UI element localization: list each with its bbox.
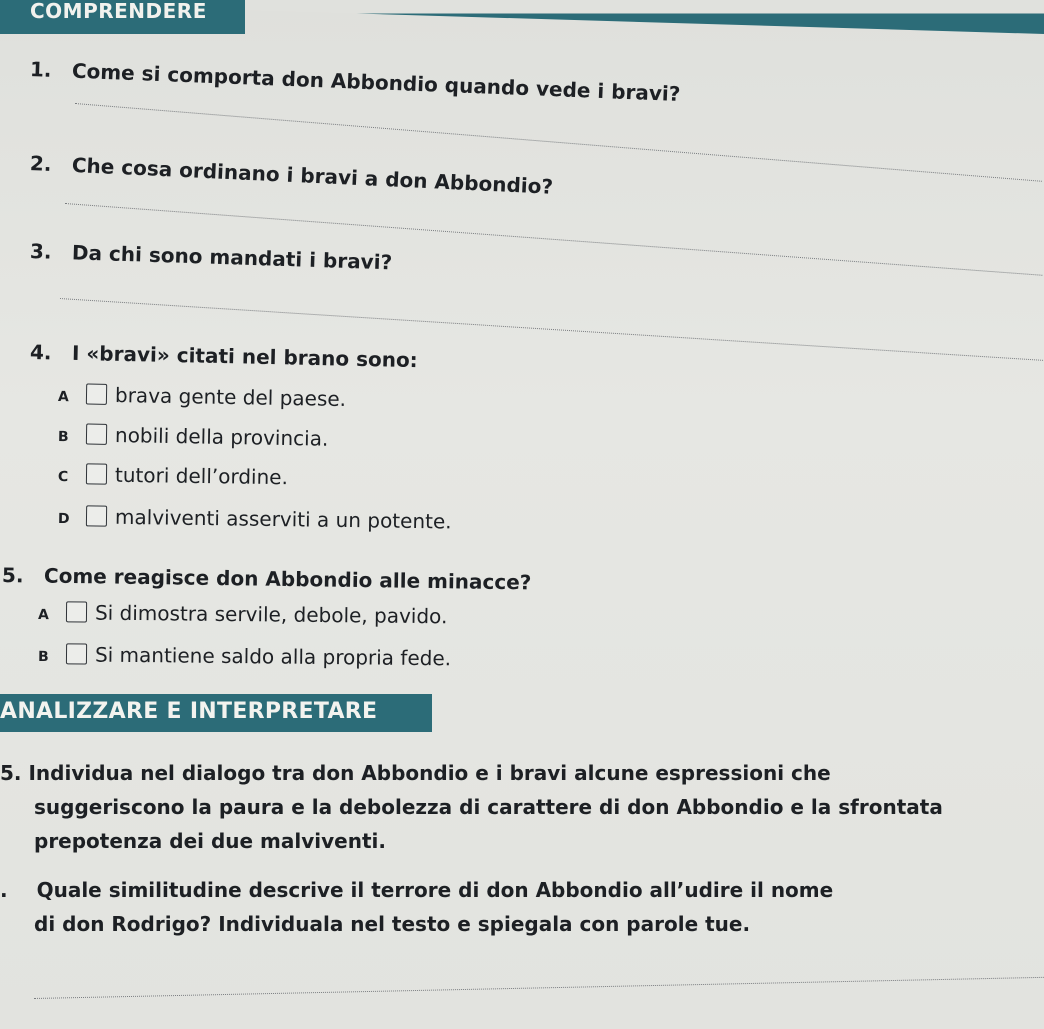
checkbox[interactable]: [86, 463, 107, 484]
option-letter: B: [37, 649, 49, 666]
option-text: nobili della provincia.: [114, 422, 329, 451]
question-line: [0, 907, 833, 941]
question-7: [0, 873, 833, 941]
option-letter: A: [57, 389, 69, 406]
question-line: [0, 756, 943, 790]
option-letter: D: [57, 511, 70, 528]
option-letter: A: [37, 607, 49, 624]
option-4c[interactable]: [58, 461, 288, 493]
option-4d[interactable]: [58, 503, 452, 537]
question-text: prepotenza dei due malviventi.: [34, 829, 386, 853]
option-letter: C: [57, 469, 69, 486]
question-line: [0, 790, 943, 824]
question-text: Come si comporta don Abbondio quando vede i bravi?: [71, 58, 681, 106]
question-text: suggeriscono la paura e la debolezza di carattere di don Abbondio e la sfrontata: [34, 795, 943, 819]
checkbox[interactable]: [86, 423, 107, 444]
question-5: [2, 562, 532, 595]
checkbox[interactable]: [86, 383, 107, 404]
question-4: [30, 339, 418, 373]
question-line: [0, 873, 833, 907]
question-text: Che cosa ordinano i bravi a don Abbondio?: [71, 152, 554, 199]
question-2: [29, 150, 553, 200]
question-number: 3.: [29, 239, 52, 264]
question-line: [0, 824, 943, 858]
option-4a[interactable]: [58, 381, 347, 415]
answer-line[interactable]: [34, 977, 1044, 999]
question-number: 2.: [29, 151, 53, 176]
section-header-band: [0, 0, 245, 34]
question-number: 5.: [1, 563, 24, 588]
option-text: brava gente del paese.: [114, 382, 347, 412]
section-header-band: [0, 694, 432, 732]
question-text: Come reagisce don Abbondio alle minacce?: [43, 563, 532, 595]
header-decoration: [245, 0, 1044, 34]
option-letter: B: [57, 429, 69, 446]
option-text: tutori dell’ordine.: [114, 462, 289, 490]
checkbox[interactable]: [66, 601, 87, 622]
question-number: .: [0, 878, 8, 902]
checkbox[interactable]: [66, 643, 87, 664]
question-text: Quale similitudine descrive il terrore di don Abbondio all’udire il nome: [36, 878, 834, 902]
question-3: [30, 238, 393, 275]
question-number: 1.: [29, 57, 52, 82]
option-5a[interactable]: [38, 599, 448, 632]
option-4b[interactable]: [58, 421, 329, 455]
section-title-analizzare: ANALIZZARE E INTERPRETARE: [0, 699, 378, 724]
option-text: Si dimostra servile, debole, pavido.: [94, 600, 448, 629]
section-title-comprendere: COMPRENDERE: [30, 0, 207, 23]
question-number: 4.: [29, 340, 52, 365]
question-text: Da chi sono mandati i bravi?: [71, 240, 393, 275]
question-1: [30, 56, 681, 107]
question-text: I «bravi» citati nel brano sono:: [71, 340, 418, 373]
option-text: malviventi asserviti a un potente.: [114, 504, 452, 534]
question-6: [0, 756, 943, 858]
checkbox[interactable]: [86, 505, 107, 526]
question-text: Individua nel dialogo tra don Abbondio e i bravi alcune espressioni che: [28, 761, 831, 785]
option-text: Si mantiene saldo alla propria fede.: [94, 642, 452, 671]
option-5b[interactable]: [38, 641, 451, 674]
question-text: di don Rodrigo? Individuala nel testo e spiegala con parole tue.: [34, 912, 751, 936]
question-number: 5.: [0, 761, 22, 785]
